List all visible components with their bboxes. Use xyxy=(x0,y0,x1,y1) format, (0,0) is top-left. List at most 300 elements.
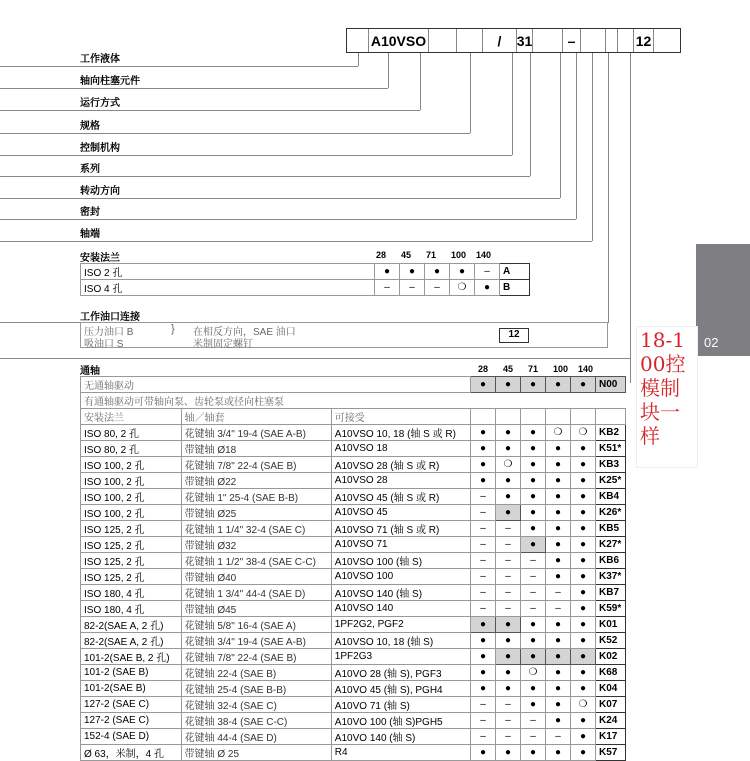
option-code: B xyxy=(500,280,530,296)
flange: ISO 100, 2 孔 xyxy=(81,505,182,521)
table-row xyxy=(81,489,626,505)
port-desc-1: 在相反方向，SAE 油口 xyxy=(193,327,296,338)
availability-cell: ● xyxy=(496,617,521,633)
flange: 82-2(SAE A, 2 孔) xyxy=(81,633,182,649)
availability-cell: – xyxy=(496,537,521,553)
shaft: 带键轴 Ø 25 xyxy=(181,745,331,761)
table-row xyxy=(81,377,626,393)
availability-cell: – xyxy=(471,585,496,601)
table-row xyxy=(81,521,626,537)
shaft: 花键轴 38-4 (SAE C-C) xyxy=(181,713,331,729)
port-code: 12 xyxy=(499,328,529,343)
shaft: 花键轴 1 1/4" 32-4 (SAE C) xyxy=(181,521,331,537)
availability-cell: ● xyxy=(475,280,500,296)
shaft: 花键轴 25-4 (SAE B-B) xyxy=(181,681,331,697)
availability-cell: – xyxy=(496,729,521,745)
availability-cell: ● xyxy=(521,649,546,665)
row-label: ISO 2 孔 xyxy=(81,264,375,280)
availability-cell: ● xyxy=(471,649,496,665)
accepts: A10VSO 18 xyxy=(331,441,470,457)
option-code: K59* xyxy=(596,601,626,617)
availability-cell: ● xyxy=(546,681,571,697)
flange: ISO 80, 2 孔 xyxy=(81,441,182,457)
availability-cell: ● xyxy=(521,489,546,505)
port-desc-2: 米制固定螺钉 xyxy=(193,339,253,350)
size-header: 100 xyxy=(553,364,569,374)
option-code: K57 xyxy=(596,745,626,761)
leader-line xyxy=(512,53,513,155)
table-row xyxy=(81,280,530,296)
flange: ISO 80, 2 孔 xyxy=(81,425,182,441)
row-label: ISO 4 孔 xyxy=(81,280,375,296)
availability-cell: ● xyxy=(471,665,496,681)
availability-cell: ● xyxy=(571,585,596,601)
table-row xyxy=(81,649,626,665)
option-code: KB3 xyxy=(596,457,626,473)
size-header: 28 xyxy=(376,250,387,260)
size-header: 100 xyxy=(451,250,467,260)
availability-cell: ❍ xyxy=(521,665,546,681)
accepts: R4 xyxy=(331,745,470,761)
leader-line xyxy=(0,155,512,156)
availability-cell: ● xyxy=(546,489,571,505)
code-cell xyxy=(347,29,369,52)
accepts: A10VO 100 (轴 S)PGH5 xyxy=(331,713,470,729)
code-cell: A10VSO xyxy=(369,29,429,52)
availability-cell: ● xyxy=(546,745,571,761)
legend-label: 控制机构 xyxy=(80,143,120,154)
flange: ISO 100, 2 孔 xyxy=(81,489,182,505)
accepts: A10VSO 28 xyxy=(331,473,470,489)
table-row xyxy=(81,473,626,489)
availability-cell: ● xyxy=(496,665,521,681)
accepts: A10VSO 10, 18 (轴 S 或 R) xyxy=(331,425,470,441)
availability-cell: ● xyxy=(571,489,596,505)
availability-cell: – xyxy=(475,264,500,280)
leader-line xyxy=(560,53,561,198)
red-stamp-text: 18-100控模制块一样 xyxy=(636,326,698,468)
through-drive-title: 通轴 xyxy=(80,366,100,377)
availability-cell: – xyxy=(471,569,496,585)
availability-cell: ● xyxy=(546,537,571,553)
shaft: 带键轴 Ø18 xyxy=(181,441,331,457)
table-row xyxy=(81,553,626,569)
accepts: A10VSO 71 (轴 S 或 R) xyxy=(331,521,470,537)
availability-cell: ● xyxy=(546,569,571,585)
table-row xyxy=(81,665,626,681)
availability-cell: ● xyxy=(496,745,521,761)
table-row xyxy=(81,697,626,713)
accepts: A10VSO 140 xyxy=(331,601,470,617)
shaft: 带键轴 Ø32 xyxy=(181,537,331,553)
accepts: A10VO 28 (轴 S), PGF3 xyxy=(331,665,470,681)
availability-cell: ● xyxy=(521,537,546,553)
option-code: KB2 xyxy=(596,425,626,441)
table-row xyxy=(81,729,626,745)
availability-cell: ● xyxy=(471,681,496,697)
table-row xyxy=(81,425,626,441)
table-row xyxy=(81,617,626,633)
availability-cell: ● xyxy=(571,505,596,521)
availability-cell: ● xyxy=(571,681,596,697)
port-connection-box xyxy=(80,322,608,348)
accepts: A10VO 71 (轴 S) xyxy=(331,697,470,713)
accepts: A10VSO 45 xyxy=(331,505,470,521)
note: 有通轴驱动可带轴向泵、齿轮泵或径向柱塞泵 xyxy=(81,393,626,409)
availability-cell: – xyxy=(496,521,521,537)
availability-cell: ● xyxy=(521,697,546,713)
chapter-tab xyxy=(696,244,750,356)
availability-cell: – xyxy=(521,569,546,585)
size-header: 140 xyxy=(578,364,594,374)
table-row xyxy=(81,745,626,761)
availability-cell: ● xyxy=(471,425,496,441)
availability-cell: ● xyxy=(571,537,596,553)
availability-cell: ● xyxy=(521,505,546,521)
accepts: A10VSO 100 (轴 S) xyxy=(331,553,470,569)
availability-cell: ● xyxy=(521,425,546,441)
table-row xyxy=(81,569,626,585)
availability-cell: ● xyxy=(450,264,475,280)
availability-cell: ● xyxy=(471,377,496,393)
mounting-flange-table xyxy=(80,263,530,296)
flange: ISO 125, 2 孔 xyxy=(81,521,182,537)
availability-cell: – xyxy=(521,729,546,745)
accepts: A10VSO 28 (轴 S 或 R) xyxy=(331,457,470,473)
availability-cell: – xyxy=(496,713,521,729)
code-cell xyxy=(533,29,563,52)
option-code: K24 xyxy=(596,713,626,729)
availability-cell: ● xyxy=(471,441,496,457)
availability-cell: ● xyxy=(571,569,596,585)
availability-cell: ● xyxy=(571,649,596,665)
availability-cell: – xyxy=(496,585,521,601)
shaft: 花键轴 7/8" 22-4 (SAE B) xyxy=(181,457,331,473)
availability-cell: ● xyxy=(521,633,546,649)
availability-cell: ❍ xyxy=(450,280,475,296)
legend-label: 密封 xyxy=(80,207,100,218)
availability-cell: ● xyxy=(546,633,571,649)
column-header: 安装法兰 xyxy=(81,409,182,425)
option-code: K68 xyxy=(596,665,626,681)
availability-cell: – xyxy=(471,697,496,713)
option-code: K26* xyxy=(596,505,626,521)
port-connection-title: 工作油口连接 xyxy=(80,312,140,323)
availability-cell: ● xyxy=(546,617,571,633)
table-row xyxy=(81,505,626,521)
table-row xyxy=(81,457,626,473)
availability-cell: ● xyxy=(496,681,521,697)
option-code: K01 xyxy=(596,617,626,633)
availability-cell: – xyxy=(471,713,496,729)
option-code: K27* xyxy=(596,537,626,553)
leader-line xyxy=(0,110,420,111)
size-header: 45 xyxy=(503,364,514,374)
shaft: 花键轴 3/4" 19-4 (SAE A-B) xyxy=(181,425,331,441)
accepts: A10VSO 71 xyxy=(331,537,470,553)
availability-cell: ● xyxy=(471,633,496,649)
shaft: 花键轴 7/8" 22-4 (SAE B) xyxy=(181,649,331,665)
leader-line xyxy=(0,66,358,67)
availability-cell: ● xyxy=(571,457,596,473)
availability-cell: – xyxy=(521,713,546,729)
availability-cell: ● xyxy=(546,713,571,729)
availability-cell: – xyxy=(400,280,425,296)
legend-label: 系列 xyxy=(80,164,100,175)
leader-line xyxy=(0,176,530,177)
table-row xyxy=(81,713,626,729)
model-code-box xyxy=(346,28,681,53)
code-cell xyxy=(457,29,483,52)
leader-line xyxy=(592,53,593,241)
availability-cell: ● xyxy=(496,425,521,441)
option-code: KB7 xyxy=(596,585,626,601)
leader-line xyxy=(388,53,389,88)
availability-cell: ● xyxy=(571,665,596,681)
availability-cell: ● xyxy=(471,617,496,633)
availability-cell: ● xyxy=(546,697,571,713)
availability-cell: – xyxy=(471,553,496,569)
code-cell: 12 xyxy=(634,29,654,52)
size-header: 28 xyxy=(478,364,489,374)
availability-cell: ● xyxy=(546,665,571,681)
availability-cell: – xyxy=(496,697,521,713)
availability-cell: ● xyxy=(375,264,400,280)
pressure-port-label: 压力油口 B xyxy=(84,327,134,338)
availability-cell: ● xyxy=(400,264,425,280)
availability-cell: ❍ xyxy=(496,457,521,473)
availability-cell: ● xyxy=(521,457,546,473)
leader-line xyxy=(0,133,470,134)
leader-line xyxy=(0,241,592,242)
option-code: K25* xyxy=(596,473,626,489)
availability-cell: ● xyxy=(571,521,596,537)
availability-cell: ● xyxy=(571,617,596,633)
availability-cell: – xyxy=(546,585,571,601)
availability-cell: – xyxy=(471,601,496,617)
availability-cell: ❍ xyxy=(571,697,596,713)
code-cell: 31 xyxy=(517,29,533,52)
availability-cell: ● xyxy=(471,745,496,761)
availability-cell: – xyxy=(471,521,496,537)
shaft: 带键轴 Ø40 xyxy=(181,569,331,585)
shaft: 花键轴 1 3/4" 44-4 (SAE D) xyxy=(181,585,331,601)
availability-cell: – xyxy=(471,489,496,505)
chapter-number: 02 xyxy=(704,335,719,350)
availability-cell: ● xyxy=(521,521,546,537)
availability-cell: ● xyxy=(546,377,571,393)
option-code: K17 xyxy=(596,729,626,745)
leader-line xyxy=(608,53,609,323)
brace: } xyxy=(171,323,175,335)
option-code: K37* xyxy=(596,569,626,585)
availability-cell: ● xyxy=(521,681,546,697)
code-cell xyxy=(429,29,457,52)
shaft: 花键轴 1 1/2" 38-4 (SAE C-C) xyxy=(181,553,331,569)
mounting-flange-title: 安装法兰 xyxy=(80,253,120,264)
flange: 127-2 (SAE C) xyxy=(81,713,182,729)
table-row xyxy=(81,681,626,697)
availability-cell: ● xyxy=(521,473,546,489)
accepts: A10VO 45 (轴 S), PGH4 xyxy=(331,681,470,697)
shaft: 花键轴 3/4" 19-4 (SAE A-B) xyxy=(181,633,331,649)
shaft: 花键轴 22-4 (SAE B) xyxy=(181,665,331,681)
legend-label: 运行方式 xyxy=(80,98,120,109)
flange: 101-2(SAE B) xyxy=(81,681,182,697)
availability-cell: – xyxy=(471,505,496,521)
flange: 127-2 (SAE C) xyxy=(81,697,182,713)
availability-cell: – xyxy=(425,280,450,296)
availability-cell: ● xyxy=(571,729,596,745)
availability-cell: ❍ xyxy=(571,425,596,441)
availability-cell: ● xyxy=(521,377,546,393)
shaft: 花键轴 32-4 (SAE C) xyxy=(181,697,331,713)
option-code: K04 xyxy=(596,681,626,697)
availability-cell: ● xyxy=(521,617,546,633)
flange: ISO 180, 4 孔 xyxy=(81,601,182,617)
availability-cell: ● xyxy=(546,441,571,457)
shaft: 带键轴 Ø22 xyxy=(181,473,331,489)
availability-cell: – xyxy=(471,537,496,553)
flange: ISO 180, 4 孔 xyxy=(81,585,182,601)
availability-cell: ● xyxy=(496,441,521,457)
availability-cell: – xyxy=(496,569,521,585)
availability-cell: ● xyxy=(496,633,521,649)
flange: 101-2 (SAE B) xyxy=(81,665,182,681)
availability-cell: ● xyxy=(521,441,546,457)
table-row xyxy=(81,441,626,457)
option-code: N00 xyxy=(596,377,626,393)
availability-cell: – xyxy=(521,585,546,601)
availability-cell: ● xyxy=(546,649,571,665)
leader-line xyxy=(530,53,531,176)
flange: 152-4 (SAE D) xyxy=(81,729,182,745)
availability-cell: ● xyxy=(571,441,596,457)
flange: ISO 100, 2 孔 xyxy=(81,457,182,473)
flange: 101-2(SAE B, 2 孔) xyxy=(81,649,182,665)
leader-line xyxy=(0,198,560,199)
availability-cell: ● xyxy=(571,633,596,649)
availability-cell: ● xyxy=(571,713,596,729)
leader-line xyxy=(470,53,471,133)
leader-line xyxy=(420,53,421,110)
code-cell xyxy=(618,29,634,52)
availability-cell: ● xyxy=(471,473,496,489)
legend-label: 规格 xyxy=(80,121,100,132)
availability-cell: ● xyxy=(425,264,450,280)
shaft: 花键轴 5/8" 16-4 (SAE A) xyxy=(181,617,331,633)
availability-cell: – xyxy=(496,553,521,569)
availability-cell: ● xyxy=(496,649,521,665)
size-header: 45 xyxy=(401,250,412,260)
availability-cell: ● xyxy=(546,553,571,569)
accepts: 1PF2G3 xyxy=(331,649,470,665)
accepts: A10VSO 100 xyxy=(331,569,470,585)
leader-line xyxy=(0,219,576,220)
code-cell xyxy=(606,29,618,52)
availability-cell: ● xyxy=(571,553,596,569)
flange: 82-2(SAE A, 2 孔) xyxy=(81,617,182,633)
leader-line xyxy=(358,53,359,66)
availability-cell: ❍ xyxy=(546,425,571,441)
accepts: A10VSO 140 (轴 S) xyxy=(331,585,470,601)
legend-label: 轴向柱塞元件 xyxy=(80,76,140,87)
size-header: 71 xyxy=(528,364,539,374)
shaft: 花键轴 1" 25-4 (SAE B-B) xyxy=(181,489,331,505)
availability-cell: – xyxy=(521,553,546,569)
availability-cell: – xyxy=(546,601,571,617)
availability-cell: ● xyxy=(571,473,596,489)
leader-line xyxy=(576,53,577,219)
through-drive-table xyxy=(80,376,626,761)
column-header: 可接受 xyxy=(331,409,470,425)
leader-line xyxy=(630,53,631,383)
availability-cell: ● xyxy=(496,377,521,393)
flange: ISO 100, 2 孔 xyxy=(81,473,182,489)
accepts: 1PF2G2, PGF2 xyxy=(331,617,470,633)
availability-cell: – xyxy=(521,601,546,617)
table-row xyxy=(81,537,626,553)
legend-label: 轴端 xyxy=(80,229,100,240)
size-header: 140 xyxy=(476,250,492,260)
table-row xyxy=(81,264,530,280)
availability-cell: ● xyxy=(496,473,521,489)
option-code: K02 xyxy=(596,649,626,665)
suction-port-label: 吸油口 S xyxy=(84,339,124,350)
flange: ISO 125, 2 孔 xyxy=(81,569,182,585)
code-cell xyxy=(654,29,680,52)
table-row xyxy=(81,585,626,601)
availability-cell: ● xyxy=(496,505,521,521)
availability-cell: – xyxy=(496,601,521,617)
availability-cell: ● xyxy=(496,489,521,505)
option-code: K51* xyxy=(596,441,626,457)
legend-label: 转动方向 xyxy=(80,186,120,197)
option-code: A xyxy=(500,264,530,280)
availability-cell: ● xyxy=(546,457,571,473)
accepts: A10VSO 10, 18 (轴 S) xyxy=(331,633,470,649)
availability-cell: – xyxy=(546,729,571,745)
accepts: A10VSO 45 (轴 S 或 R) xyxy=(331,489,470,505)
leader-line xyxy=(0,358,630,359)
availability-cell: ● xyxy=(546,521,571,537)
option-code: KB6 xyxy=(596,553,626,569)
code-cell: / xyxy=(483,29,517,52)
availability-cell: ● xyxy=(571,745,596,761)
availability-cell: ● xyxy=(571,377,596,393)
flange: ISO 125, 2 孔 xyxy=(81,553,182,569)
availability-cell: ● xyxy=(521,745,546,761)
availability-cell: – xyxy=(471,729,496,745)
shaft: 花键轴 44-4 (SAE D) xyxy=(181,729,331,745)
option-code: KB5 xyxy=(596,521,626,537)
availability-cell: ● xyxy=(546,473,571,489)
code-cell xyxy=(581,29,606,52)
code-cell: – xyxy=(563,29,581,52)
option-code: K52 xyxy=(596,633,626,649)
leader-line xyxy=(0,88,388,89)
table-row xyxy=(81,633,626,649)
availability-cell: – xyxy=(375,280,400,296)
flange: Ø 63，米制，4 孔 xyxy=(81,745,182,761)
table-row xyxy=(81,601,626,617)
shaft: 带键轴 Ø25 xyxy=(181,505,331,521)
column-header: 轴／轴套 xyxy=(181,409,331,425)
availability-cell: ● xyxy=(471,457,496,473)
option-code: K07 xyxy=(596,697,626,713)
option-code: KB4 xyxy=(596,489,626,505)
shaft: 带键轴 Ø45 xyxy=(181,601,331,617)
